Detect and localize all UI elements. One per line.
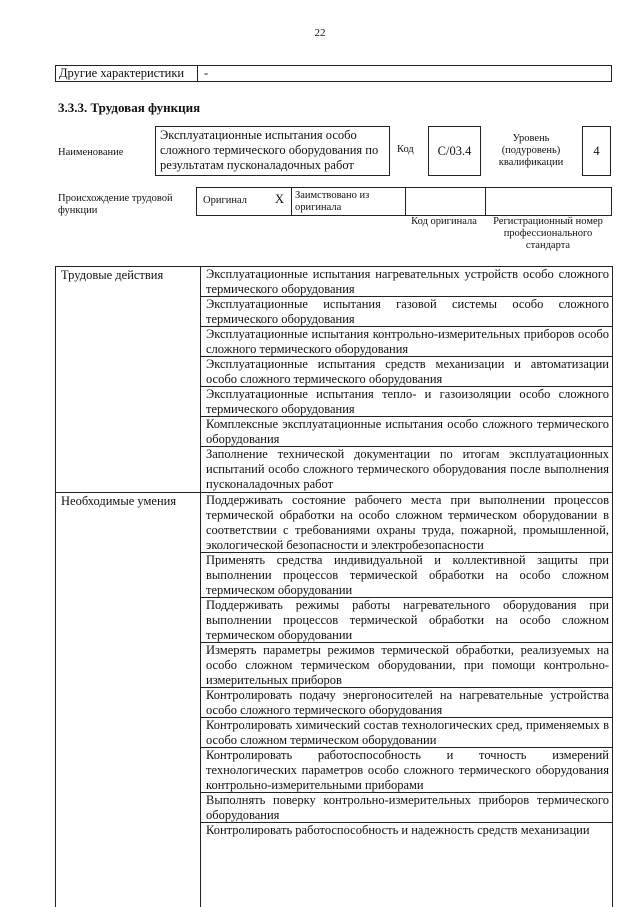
origin-original-cell	[197, 188, 292, 215]
skill-text: Контролировать химический состав технологических сред, применяемых в особо сложном термическом оборудовании	[206, 718, 609, 747]
code-label: Код	[397, 144, 414, 155]
cell-divider	[197, 66, 198, 81]
skill-row	[201, 598, 612, 643]
labor-action-text: Эксплуатационные испытания нагревательных устройств особо сложного термического оборудования	[206, 267, 609, 296]
code-value: C/03.4	[437, 144, 472, 158]
skill-text: Поддерживать режимы работы нагревательного оборудования при выполнении процессов термической обработки на особо сложном термическом оборудовании	[206, 598, 609, 642]
skill-text: Применять средства индивидуальной и коллективной защиты при выполнении процессов термической обработки на особо сложном термическом оборудовании	[206, 553, 609, 597]
code-box	[428, 126, 481, 176]
name-label: Наименование	[58, 147, 124, 158]
skill-text: Измерять параметры режимов термической обработки, реализуемых на особо сложном термическом оборудовании, при помощи контрольно-измерительных приборов	[206, 643, 609, 687]
other-characteristics-row	[55, 65, 612, 82]
skill-row	[201, 823, 612, 843]
qualification-level-box	[582, 126, 611, 176]
origin-reg-caption: Регистрационный номер профессионального стандарта	[493, 216, 603, 251]
labor-action-row	[201, 267, 612, 297]
skill-row	[201, 493, 612, 553]
skill-row	[201, 793, 612, 823]
other-characteristics-label: Другие характеристики	[59, 66, 185, 80]
labor-action-row	[201, 297, 612, 327]
skill-text: Контролировать работоспособность и точность измерений технологических параметров особо сложного термического оборудования контрольно-измерительными приборами	[206, 748, 609, 792]
skill-text: Контролировать работоспособность и надежность средств механизации	[206, 823, 590, 837]
skill-text: Поддерживать состояние рабочего места при выполнении процессов термической обработки на особо сложном термическом оборудовании в соответствии с требованиями охраны труда, пожарной, промышленной, экологической безопасности и электробезопасности	[206, 493, 609, 552]
skill-text: Контролировать подачу энергоносителей на нагревательные устройства особо сложного термического оборудования	[206, 688, 609, 717]
labor-action-row	[201, 417, 612, 447]
skill-row	[201, 643, 612, 688]
labor-action-text: Эксплуатационные испытания средств механизации и автоматизации особо сложного термического оборудования	[206, 357, 609, 386]
skill-row	[201, 688, 612, 718]
skill-text: Выполнять поверку контрольно-измерительных приборов термического оборудования	[206, 793, 609, 822]
labor-action-row	[201, 387, 612, 417]
origin-borrowed-cell	[291, 188, 406, 215]
origin-code-cell	[405, 188, 486, 215]
skill-row	[201, 748, 612, 793]
skill-row	[201, 718, 612, 748]
labor-action-text: Комплексные эксплуатационные испытания особо сложного термического оборудования	[206, 417, 609, 446]
function-name-value: Эксплуатационные испытания особо сложного термического оборудования по результатам пусконаладочных работ	[160, 128, 379, 172]
labor-action-row	[201, 357, 612, 387]
origin-table	[196, 187, 612, 216]
page-number: 22	[314, 27, 326, 39]
labor-action-text: Заполнение технической документации по итогам эксплуатационных испытаний особо сложного термического оборудования после выполнения пусконаладочных работ	[206, 447, 609, 491]
labor-action-row	[201, 447, 612, 491]
labor-function-table	[55, 266, 613, 907]
labor-action-text: Эксплуатационные испытания тепло- и газоизоляции особо сложного термического оборудования	[206, 387, 609, 416]
qualification-level-label: Уровень (подуровень) квалификации	[498, 133, 564, 168]
qualification-level-value: 4	[593, 144, 600, 158]
section-title: 3.3.3. Трудовая функция	[58, 100, 201, 115]
function-name-box	[155, 126, 390, 176]
origin-label: Происхождение трудовой функции	[58, 193, 173, 216]
other-characteristics-value: -	[204, 66, 209, 80]
labor-action-text: Эксплуатационные испытания контрольно-измерительных приборов особо сложного термического оборудования	[206, 327, 609, 356]
labor-actions-label: Трудовые действия	[61, 268, 164, 282]
origin-mark: X	[275, 192, 285, 206]
labor-action-text: Эксплуатационные испытания газовой системы особо сложного термического оборудования	[206, 297, 609, 326]
labor-action-row	[201, 327, 612, 357]
skills-label: Необходимые умения	[61, 494, 177, 508]
origin-original-label: Оригинал	[203, 195, 247, 206]
origin-code-caption: Код оригинала	[411, 216, 477, 227]
skill-row	[201, 553, 612, 598]
origin-borrowed-label: Заимствовано из оригинала	[295, 190, 370, 213]
